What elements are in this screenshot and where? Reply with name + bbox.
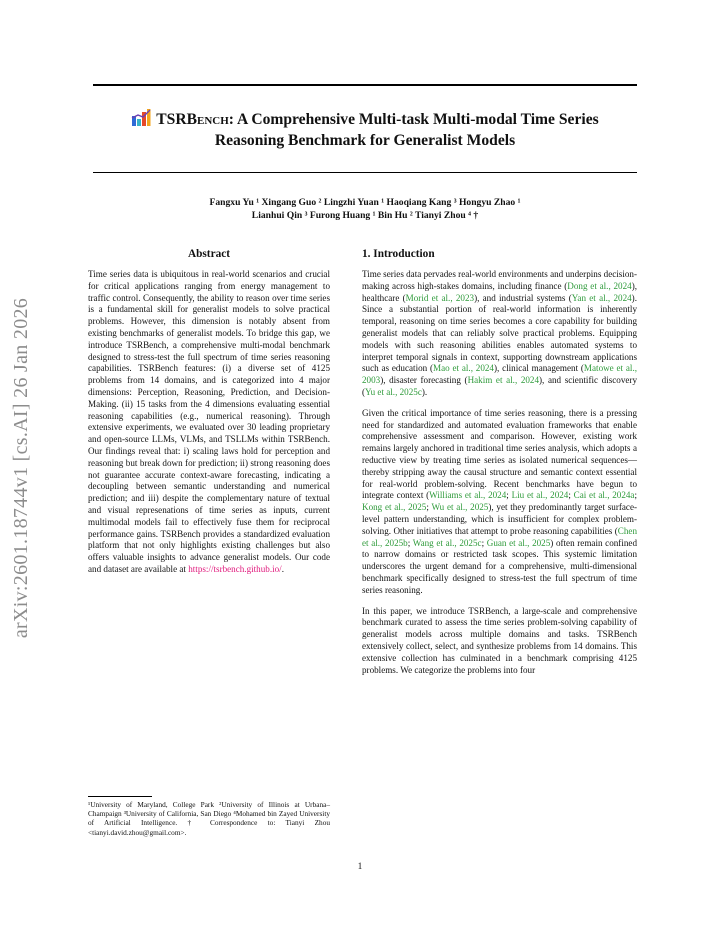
author-line-1: Fangxu Yu ¹ Xingang Guo ² Lingzhi Yuan ¹ Haoqiang Kang ³ Hongyu Zhao ¹	[209, 197, 521, 208]
citation-link[interactable]: Wu et al., 2025	[431, 502, 489, 513]
paragraph-text: Time series data pervades real-world environments and underpins decision-making across high-stakes domains, including finance (	[362, 269, 637, 291]
citation-link[interactable]: Kong et al., 2025	[362, 502, 427, 513]
paragraph-text: ), and industrial systems (	[474, 292, 572, 303]
abstract-heading: Abstract	[187, 248, 231, 260]
citation-link[interactable]: Cai et al., 2024a	[573, 490, 635, 501]
intro-paragraph-1	[362, 269, 637, 399]
footnote-rule	[88, 796, 152, 797]
left-column	[88, 248, 330, 585]
abstract-end: .	[281, 563, 284, 574]
paragraph-text: ;	[568, 490, 574, 501]
paragraph-text: In this paper, we introduce TSRBench, a large-scale and comprehensive benchmark curated to assess the time series problem-solving capability of generalist models across multiple domains and tasks. TSRBench extensively collect, select, and synthesize problems from 14 domains. This extensive collection has culminated in a benchmark comprising 4125 problems. We categorize the problems into four	[362, 605, 637, 675]
paragraph-text: ), clinical management (	[493, 363, 584, 374]
title-line-1-rest: : A Comprehensive Multi-task Multi-modal Time Series	[228, 111, 599, 128]
citation-link[interactable]: Guan et al., 2025	[486, 537, 551, 548]
title-line-2: Reasoning Benchmark for Generalist Models	[214, 132, 516, 149]
paragraph-text: ;	[407, 537, 413, 548]
paragraph-text: Given the critical importance of time series reasoning, there is a pressing need for standardized and automated evaluation frameworks that enable comprehensive assessment and comparison. However, existing work remains largely anchored in traditional time series analysis, which adopts a reductive view by treating time series as isolated numerical sequences—thereby stripping away the causal structure and semantic context essential for real-world problem-solving. Recent benchmarks have begun to integrate context (	[362, 407, 637, 501]
paragraph-text: ;	[634, 490, 637, 501]
title-bottom-rule	[93, 172, 637, 173]
paragraph-text: ), and scientific discovery (	[362, 375, 638, 397]
citation-link[interactable]: Yan et al., 2024	[571, 292, 632, 303]
intro-paragraph-2	[362, 408, 637, 597]
top-rule	[93, 84, 637, 86]
abstract-body: Time series data is ubiquitous in real-world scenarios and crucial for critical applications ranging from energy management to traffic control. Consequently, the ability to reason over time series is a fundamental skill for generalist models to solve practical problems. However, this dimension is notably absent from existing benchmarks of generalist models. To bridge this gap, we introduce TSRBench, a comprehensive multi-modal benchmark designed to stress-test the full spectrum of time series reasoning capabilities. TSRBench features: (i) a diverse set of 4125 problems from 14 domains, and is categorized into 4 major dimensions: Perception, Reasoning, Prediction, and Decision-Making. (ii) 15 tasks from the 4 dimensions evaluating essential reasoning capabilities (e.g., numerical reasoning). Through extensive experiments, we evaluated over 30 leading proprietary and open-source LLMs, VLMs, and TSLLMs within TSRBench. Our findings reveal that: i) scaling laws hold for perception and reasoning but break down for prediction; ii) strong reasoning does not guarantee accurate context-aware forecasting, indicating a decoupling between semantic understanding and numerical prediction; and iii) despite the complementary nature of textual and visual represenations of time series as inputs, current multimodal models fail to effectively fuse them for reciprocal performance gains. TSRBench provides a standardized evaluation platform that not only highlights existing challenges but also offers valuable insights to advance generalist models. Our code and dataset are available at	[88, 269, 330, 574]
page-number: 1	[357, 862, 363, 872]
paragraph-text: ), healthcare (	[362, 280, 637, 303]
abstract-text	[88, 269, 330, 576]
author-list	[93, 196, 637, 222]
paragraph-text: ). Since a substantial portion of real-world information is inherently temporal, reasoning on time series becomes a core capability for building generalist models that can reliably solve practical problems. Equipping models with such reasoning abilities enables automated systems to interpret temporal signals in context, supporting downstream applications such as education (	[362, 292, 637, 374]
title-line-1	[93, 108, 637, 130]
paragraph-text: ), yet they predominantly target surface-level pattern understanding, which is insufficient for complex problem-solving. Other initiatives that attempt to probe reasoning capabilities (	[362, 502, 638, 536]
citation-link[interactable]: Dong et al., 2024	[567, 280, 632, 291]
citation-link[interactable]: Williams et al., 2024	[429, 490, 507, 501]
introduction-heading: 1. Introduction	[362, 248, 435, 260]
project-link[interactable]: https://tsrbench.github.io/	[188, 563, 282, 574]
right-column	[362, 248, 637, 685]
citation-link[interactable]: Mao et al., 2024	[433, 363, 494, 374]
affiliation-footnote: ¹University of Maryland, College Park ²University of Illinois at Urbana–Champaign ³University of California, San Diego ⁴Mohamed bin Zayed University of Artificial Intelligence. † Correspondence to: Tianyi Zhou <tianyi.david.zhou@gmail.com>.	[88, 800, 330, 837]
paragraph-text: ), disaster forecasting (	[380, 375, 468, 386]
citation-link[interactable]: Yu et al., 2025c	[365, 386, 422, 397]
bar-chart-icon	[131, 108, 151, 126]
paragraph-text: ).	[421, 386, 428, 397]
paragraph-text: ) often remain confined to narrow domains or restricted task scopes. This systemic limitation underscores the urgent demand for a comprehensive, multi-dimensional benchmark specifically designed to stress-test the full spectrum of time series reasoning.	[362, 537, 637, 595]
paragraph-text: ;	[506, 490, 512, 501]
arxiv-stamp: arXiv:2601.18744v1 [cs.AI] 26 Jan 2026	[10, 297, 32, 639]
paragraph-text: ;	[481, 537, 487, 548]
paragraph-text: ;	[426, 502, 432, 513]
title-benchmark-name: TSRBench	[156, 111, 229, 128]
citation-link[interactable]: Matowe et al., 2003	[362, 363, 637, 386]
citation-link[interactable]: Chen et al., 2025b	[362, 525, 637, 548]
paper-title	[93, 108, 637, 151]
intro-paragraph-3	[362, 606, 637, 677]
citation-link[interactable]: Liu et al., 2024	[511, 490, 569, 501]
author-line-2: Lianhui Qin ³ Furong Huang ¹ Bin Hu ² Tianyi Zhou ⁴ †	[251, 210, 479, 221]
citation-link[interactable]: Wang et al., 2025c	[412, 537, 482, 548]
citation-link[interactable]: Hakim et al., 2024	[467, 375, 540, 386]
citation-link[interactable]: Morid et al., 2023	[405, 292, 475, 303]
